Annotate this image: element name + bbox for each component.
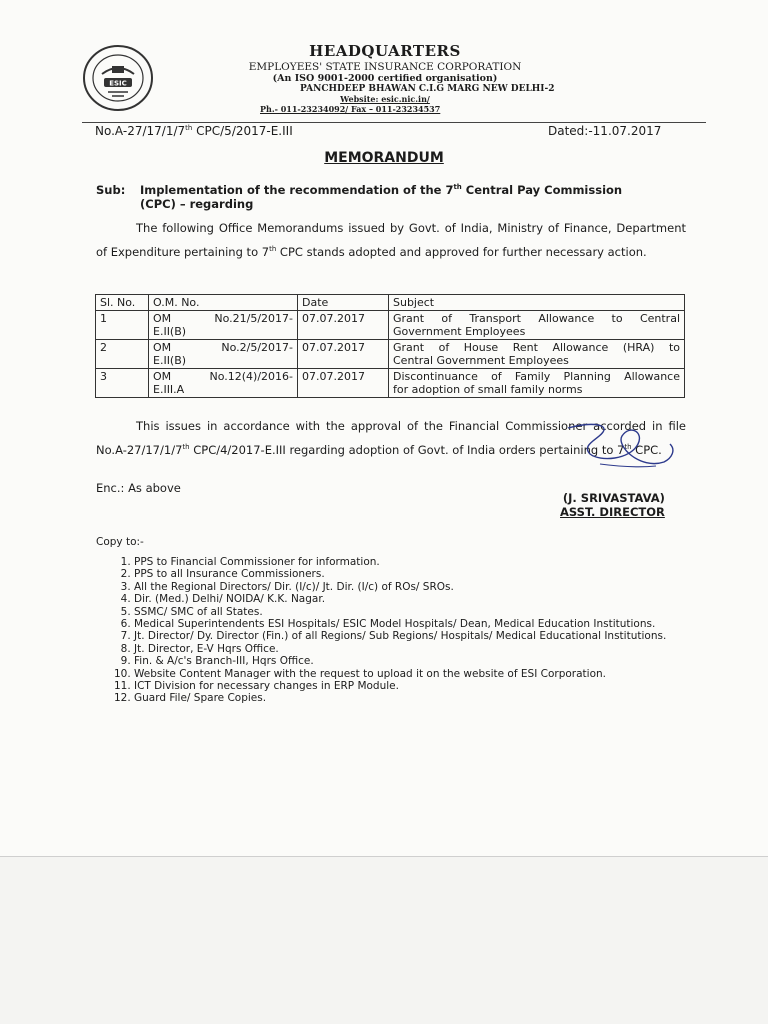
- cell-sl-no: 1: [96, 311, 149, 340]
- subject-line: Sub: Implementation of the recommendation of the 7th Central Pay Commission (CPC) – regarding: [96, 180, 686, 211]
- list-item: 12. Guard File/ Spare Copies.: [134, 692, 709, 704]
- cell-subject: Grant of Transport Allowance to Central Government Employees: [389, 311, 685, 340]
- table-row: [96, 369, 685, 398]
- cell-om-no: OM No.12(4)/2016- E.III.A: [149, 369, 298, 398]
- cell-date: 07.07.2017: [298, 311, 389, 340]
- cell-om-no: OM No.21/5/2017- E.II(B): [149, 311, 298, 340]
- cell-subject: Discontinuance of Family Planning Allowance for adoption of small family norms: [389, 369, 685, 398]
- cell-date: 07.07.2017: [298, 340, 389, 369]
- list-item: 11. ICT Division for necessary changes in ERP Module.: [134, 680, 709, 692]
- header-divider: [82, 122, 706, 123]
- signatory-name: (J. SRIVASTAVA): [562, 491, 665, 505]
- list-item: 4. Dir. (Med.) Delhi/ NOIDA/ K.K. Nagar.: [134, 593, 709, 605]
- letterhead-phone: Ph.- 011-23234092/ Fax – 011-23234537: [260, 104, 441, 114]
- list-item: 3. All the Regional Directors/ Dir. (I/c)/ Jt. Dir. (I/c) of ROs/ SROs.: [134, 581, 709, 593]
- table-header-row: [96, 295, 685, 311]
- header-sl-no: Sl. No.: [96, 295, 149, 311]
- cell-subject: Grant of House Rent Allowance (HRA) to Central Government Employees: [389, 340, 685, 369]
- cell-om-no: OM No.2/5/2017- E.II(B): [149, 340, 298, 369]
- reference-number: No.A-27/17/1/7th CPC/5/2017-E.III: [95, 124, 293, 138]
- subject-line-2: (CPC) – regarding: [140, 196, 254, 211]
- logo-lettering: ESIC: [109, 79, 127, 88]
- handwritten-signature-icon: [560, 414, 680, 474]
- table-row: [96, 340, 685, 369]
- list-item: 2. PPS to all Insurance Commissioners.: [134, 568, 709, 580]
- letterhead-website: Website: esic.nic.in/: [340, 94, 430, 104]
- enclosure-note: Enc.: As above: [96, 481, 181, 495]
- list-item: 7. Jt. Director/ Dy. Director (Fin.) of all Regions/ Sub Regions/ Hospitals/ Medical Educational Institutions.: [134, 630, 709, 642]
- letterhead: [200, 42, 570, 114]
- header-om-no: O.M. No.: [149, 295, 298, 311]
- esic-emblem-icon: [82, 44, 154, 112]
- list-item: 9. Fin. & A/c's Branch-III, Hqrs Office.: [134, 655, 709, 667]
- list-item: 5. SSMC/ SMC of all States.: [134, 606, 709, 618]
- om-table: [95, 294, 685, 398]
- paragraph-approval: This issues in accordance with the approval of the Financial Commissioner accorded in file No.A-27/17/1/7th CPC/4/2017-E.III regarding adoption of Govt. of India orders pertaining to 7th CPC.: [96, 419, 686, 457]
- list-item: 6. Medical Superintendents ESI Hospitals/ ESIC Model Hospitals/ Dean, Medical Education Institutions.: [134, 618, 709, 630]
- paragraph-intro: The following Office Memorandums issued by Govt. of India, Ministry of Finance, Department of Expenditure pertaining to 7th CPC stands adopted and approved for further necessary action.: [96, 221, 686, 259]
- copy-to-list: [110, 556, 709, 705]
- memo-title: MEMORANDUM: [324, 150, 444, 166]
- header-subject: Subject: [389, 295, 685, 311]
- letterhead-iso: (An ISO 9001-2000 certified organisation): [272, 73, 498, 84]
- list-item: 10. Website Content Manager with the request to upload it on the website of ESI Corporation.: [134, 668, 709, 680]
- cell-date: 07.07.2017: [298, 369, 389, 398]
- list-item: 1. PPS to Financial Commissioner for information.: [134, 556, 709, 568]
- header-date: Date: [298, 295, 389, 311]
- cell-sl-no: 2: [96, 340, 149, 369]
- subject-label: Sub:: [96, 182, 126, 197]
- memo-date: Dated:-11.07.2017: [548, 124, 662, 138]
- letterhead-org: EMPLOYEES' STATE INSURANCE CORPORATION: [248, 61, 522, 73]
- signatory-block: [560, 491, 665, 519]
- table-row: [96, 311, 685, 340]
- cell-sl-no: 3: [96, 369, 149, 398]
- letterhead-address: PANCHDEEP BHAWAN C.I.G MARG NEW DELHI-2: [300, 84, 555, 94]
- letterhead-title: HEADQUARTERS: [309, 42, 461, 60]
- copy-to-label: Copy to:-: [96, 536, 144, 548]
- list-item: 8. Jt. Director, E-V Hqrs Office.: [134, 643, 709, 655]
- signatory-designation: ASST. DIRECTOR: [560, 505, 665, 519]
